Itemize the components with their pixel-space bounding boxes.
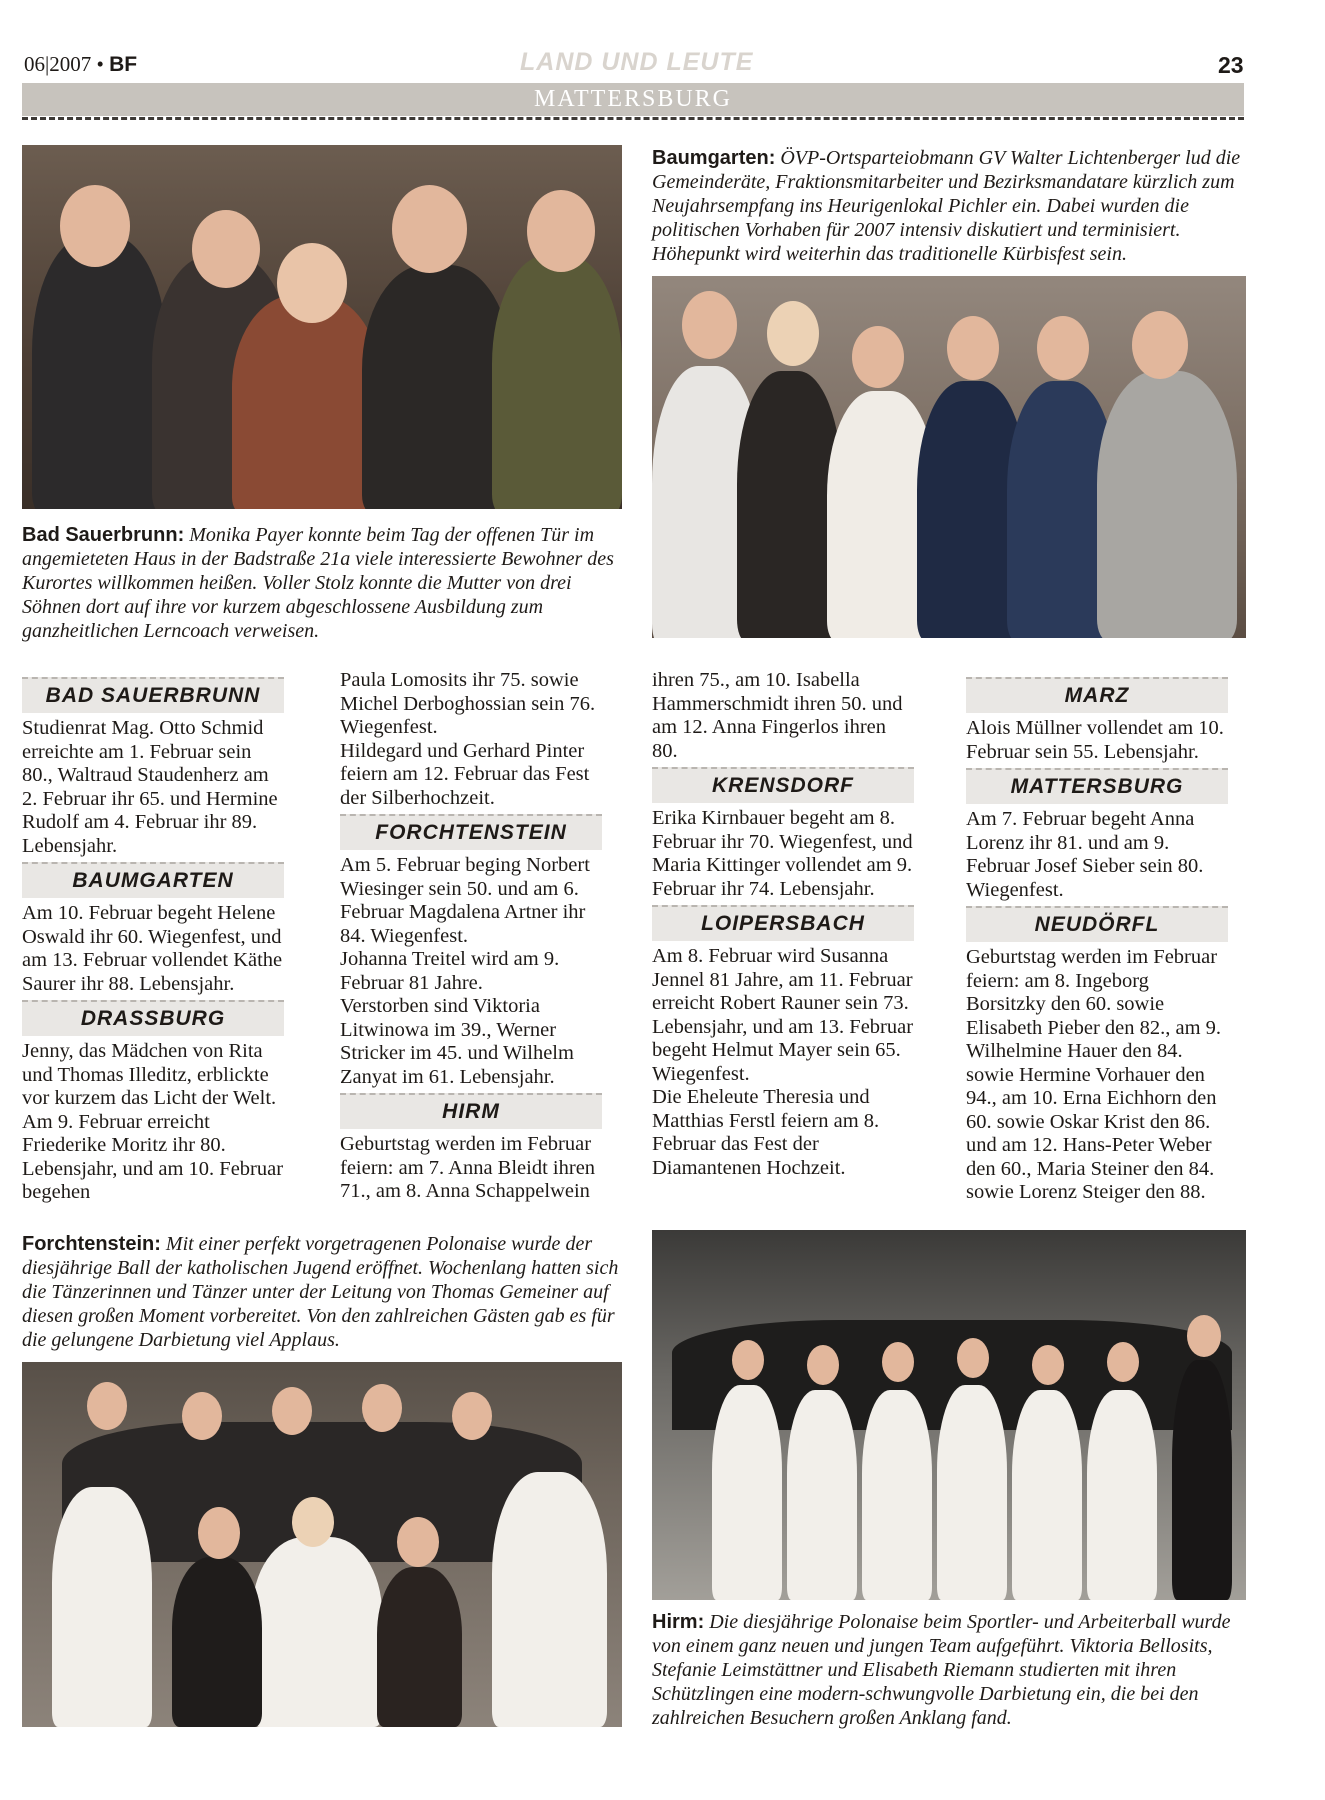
section-heading: LOIPERSBACH	[652, 905, 914, 941]
article-text: Hildegard und Gerhard Pinter feiern am 12. Februar das Fest der Silberhochzeit.	[340, 739, 590, 809]
article-text: Geburtstag werden im Februar feiern: am 7. Anna Bleidt ihren 71., am 8. Anna Schappelwein	[340, 1133, 596, 1202]
caption-text: Monika Payer konnte beim Tag der offenen Tür im angemieteten Haus in der Badstraße 21a viele interessierte Bewohner des Kurortes willkommen heißen. Voller Stolz konnte die Mutter von drei Söhnen dort auf ihre vor kurzem abgeschlossene Ausbildung zum ganzheitlichen Lerncoach verweisen.	[22, 524, 614, 642]
column-1	[22, 673, 284, 1205]
article-text: Am 8. Februar wird Susanna Jennel 81 Jahre, am 11. Februar erreicht Robert Rauner sein 73. Lebensjahr, und am 13. Februar begeht Helmut Mayer sein 65. Wiegenfest.	[652, 945, 914, 1085]
section-heading: NEUDÖRFL	[966, 906, 1228, 942]
article-text: Am 5. Februar beging Norbert Wiesinger sein 50. und am 6. Februar Magdalena Artner ihr 84. Wiegenfest.	[340, 854, 590, 947]
caption-label: Baumgarten:	[652, 147, 776, 169]
caption-bad-sauerbrunn	[22, 523, 622, 643]
caption-hirm	[652, 1610, 1246, 1730]
caption-text: Die diesjährige Polonaise beim Sportler- und Arbeiterball wurde von einem ganz neuen und jungen Team aufgeführt. Viktoria Bellosits, Stefanie Leimstättner und Elisabeth Riemann studierten mit ihren Schützlingen eine modern-schwungvolle Darbietung ein, die bei den zahlreichen Besuchern großen Anklang fand.	[652, 1611, 1231, 1729]
magazine-name: BF	[109, 53, 138, 76]
article-text: Jenny, das Mädchen von Rita und Thomas Illeditz, erblickte vor kurzem das Licht der Welt. Am 9. Februar erreicht Friederike Moritz ihr 80. Lebensjahr, und am 10. Februar begehen	[22, 1040, 284, 1203]
header-divider	[22, 117, 1244, 120]
section-title: LAND UND LEUTE	[520, 48, 754, 76]
article-text: Studienrat Mag. Otto Schmid erreichte am 1. Februar sein 80., Waltraud Staudenherz am 2. Februar ihr 65. und Hermine Rudolf am 4. Februar ihr 89. Lebensjahr.	[22, 717, 278, 857]
section-heading: DRASSBURG	[22, 1000, 284, 1036]
article-text: Alois Müllner vollendet am 10. Februar sein 55. Lebensjahr.	[966, 717, 1224, 763]
article-text: Erika Kirnbauer begeht am 8. Februar ihr 70. Wiegenfest, und Maria Kittinger vollendet am 9. Februar ihr 74. Lebensjahr.	[652, 807, 913, 900]
photo-forchtenstein	[22, 1362, 622, 1727]
article-text: Verstorben sind Viktoria Litwinowa im 39., Werner Stricker im 45. und Wilhelm Zanyat im 61. Lebensjahr.	[340, 995, 574, 1088]
photo-baumgarten	[652, 276, 1246, 638]
page-number: 23	[1218, 52, 1244, 78]
section-heading: MATTERSBURG	[966, 768, 1228, 804]
caption-text: ÖVP-Ortsparteiobmann GV Walter Lichtenberger lud die Gemeinderäte, Fraktionsmitarbeiter und Bezirksmandatare kürzlich zum Neujahrsempfang ins Heurigenlokal Pichler ein. Dabei wurden die politischen Vorhaben für 2007 intensiv diskutiert und terminisiert. Höhepunkt wird weiterhin das traditionelle Kürbisfest sein.	[652, 147, 1241, 265]
column-3	[652, 669, 914, 1180]
section-heading: BAUMGARTEN	[22, 862, 284, 898]
section-heading: FORCHTENSTEIN	[340, 814, 602, 850]
issue-number: 06|2007	[24, 52, 92, 76]
caption-label: Hirm:	[652, 1611, 705, 1633]
photo-hirm	[652, 1230, 1246, 1600]
article-text: Paula Lomosits ihr 75. sowie Michel Derboghossian sein 76. Wiegenfest.	[340, 669, 596, 738]
section-heading: HIRM	[340, 1093, 602, 1129]
column-2	[340, 669, 602, 1204]
article-text: Am 7. Februar begeht Anna Lorenz ihr 81. und am 9. Februar Josef Sieber sein 80. Wiegenfest.	[966, 808, 1204, 901]
caption-baumgarten	[652, 146, 1246, 266]
caption-label: Bad Sauerbrunn:	[22, 524, 185, 546]
article-text: ihren 75., am 10. Isabella Hammerschmidt ihren 50. und am 12. Anna Fingerlos ihren 80.	[652, 669, 903, 762]
article-text: Die Eheleute Theresia und Matthias Ferstl feiern am 8. Februar das Fest der Diamantenen Hochzeit.	[652, 1086, 880, 1179]
caption-forchtenstein	[22, 1232, 622, 1352]
section-heading: KRENSDORF	[652, 767, 914, 803]
article-text: Geburtstag werden im Februar feiern: am 8. Ingeborg Borsitzky den 60. sowie Elisabeth Pieber den 82., am 9. Wilhelmine Hauer den 84. sowie Hermine Vorhauer den 94., am 10. Erna Eichhorn den 60. sowie Oskar Krist den 86. und am 12. Hans-Peter Weber den 60., Maria Steiner den 84. sowie Lorenz Steiger den 88.	[966, 946, 1222, 1203]
region-title: MATTERSBURG	[533, 86, 733, 112]
separator-bullet: •	[96, 52, 104, 76]
column-4	[966, 673, 1228, 1205]
caption-text: Mit einer perfekt vorgetragenen Polonaise wurde der diesjährige Ball der katholischen Jugend eröffnet. Wochenlang hatten sich die Tänzerinnen und Tänzer unter der Leitung von Thomas Gemeiner auf diesen großen Moment vorbereitet. Von den zahlreichen Gästen gab es für die gelungene Darbietung viel Applaus.	[22, 1233, 619, 1351]
issue-info	[24, 52, 137, 77]
article-text: Johanna Treitel wird am 9. Februar 81 Jahre.	[340, 948, 560, 994]
photo-bad-sauerbrunn	[22, 145, 622, 509]
article-text: Am 10. Februar begeht Helene Oswald ihr 60. Wiegenfest, und am 13. Februar vollendet Käthe Saurer ihr 88. Lebensjahr.	[22, 902, 283, 995]
section-heading: MARZ	[966, 677, 1228, 713]
section-heading: BAD SAUERBRUNN	[22, 677, 284, 713]
caption-label: Forchtenstein:	[22, 1233, 161, 1255]
